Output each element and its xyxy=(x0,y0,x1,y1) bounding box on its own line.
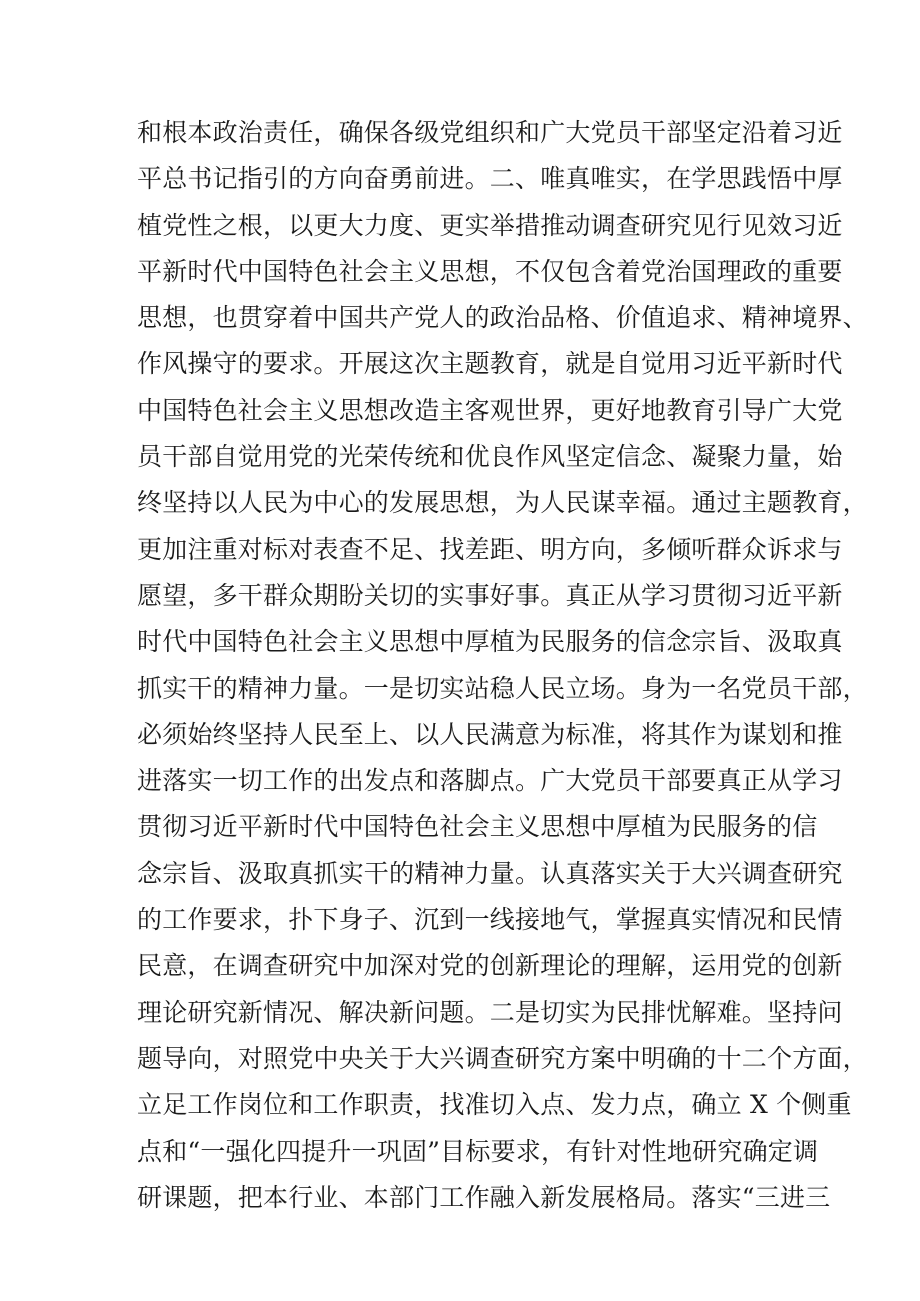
text-line-7: 中国特色社会主义思想改造主客观世界，更好地教育引导广大党 xyxy=(137,395,843,425)
text-line-2: 平总书记指引的方向奋勇前进。二、唯真唯实，在学思践悟中厚 xyxy=(137,164,843,194)
text-line-23: 点和“一强化四提升一巩固”目标要求，有针对性地研究确定调 xyxy=(137,1136,819,1166)
text-line-15: 进落实一切工作的出发点和落脚点。广大党员干部要真正从学习 xyxy=(137,766,843,796)
text-line-24: 研课题，把本行业、本部门工作融入新发展格局。落实“三进三 xyxy=(137,1182,831,1212)
text-line-9: 终坚持以人民为中心的发展思想，为人民谋幸福。通过主题教育， xyxy=(137,488,868,518)
text-line-16: 贯彻习近平新时代中国特色社会主义思想中厚植为民服务的信 xyxy=(137,812,818,842)
text-line-13: 抓实干的精神力量。一是切实站稳人民立场。身为一名党员干部， xyxy=(137,673,868,703)
text-line-8: 员干部自觉用党的光荣传统和优良作风坚定信念、凝聚力量，始 xyxy=(137,442,843,472)
body-text xyxy=(137,110,868,1221)
text-line-10: 更加注重对标对表查不足、找差距、明方向，多倾听群众诉求与 xyxy=(137,534,843,564)
text-line-19: 民意，在调查研究中加深对党的创新理论的理解，运用党的创新 xyxy=(137,951,843,981)
text-line-22: 立足工作岗位和工作职责，找准切入点、发力点，确立 X 个侧重 xyxy=(137,1090,852,1120)
text-line-5: 思想，也贯穿着中国共产党人的政治品格、价值追求、精神境界、 xyxy=(137,303,868,333)
text-line-17: 念宗旨、汲取真抓实干的精神力量。认真落实关于大兴调查研究 xyxy=(137,858,843,888)
text-line-21: 题导向，对照党中央关于大兴调查研究方案中明确的十二个方面， xyxy=(137,1043,868,1073)
text-line-20: 理论研究新情况、解决新问题。二是切实为民排忧解难。坚持问 xyxy=(137,997,843,1027)
text-line-12: 时代中国特色社会主义思想中厚植为民服务的信念宗旨、汲取真 xyxy=(137,627,843,657)
text-line-1: 和根本政治责任，确保各级党组织和广大党员干部坚定沿着习近 xyxy=(137,118,843,147)
text-line-6: 作风操守的要求。开展这次主题教育，就是自觉用习近平新时代 xyxy=(137,349,843,379)
text-line-11: 愿望，多干群众期盼关切的实事好事。真正从学习贯彻习近平新 xyxy=(137,580,843,610)
text-line-4: 平新时代中国特色社会主义思想，不仅包含着党治国理政的重要 xyxy=(137,256,843,286)
text-line-18: 的工作要求，扑下身子、沉到一线接地气，掌握真实情况和民情 xyxy=(137,905,843,935)
text-line-14: 必须始终坚持人民至上、以人民满意为标准，将其作为谋划和推 xyxy=(137,719,843,749)
text-line-3: 植党性之根，以更大力度、更实举措推动调查研究见行见效习近 xyxy=(137,210,843,240)
